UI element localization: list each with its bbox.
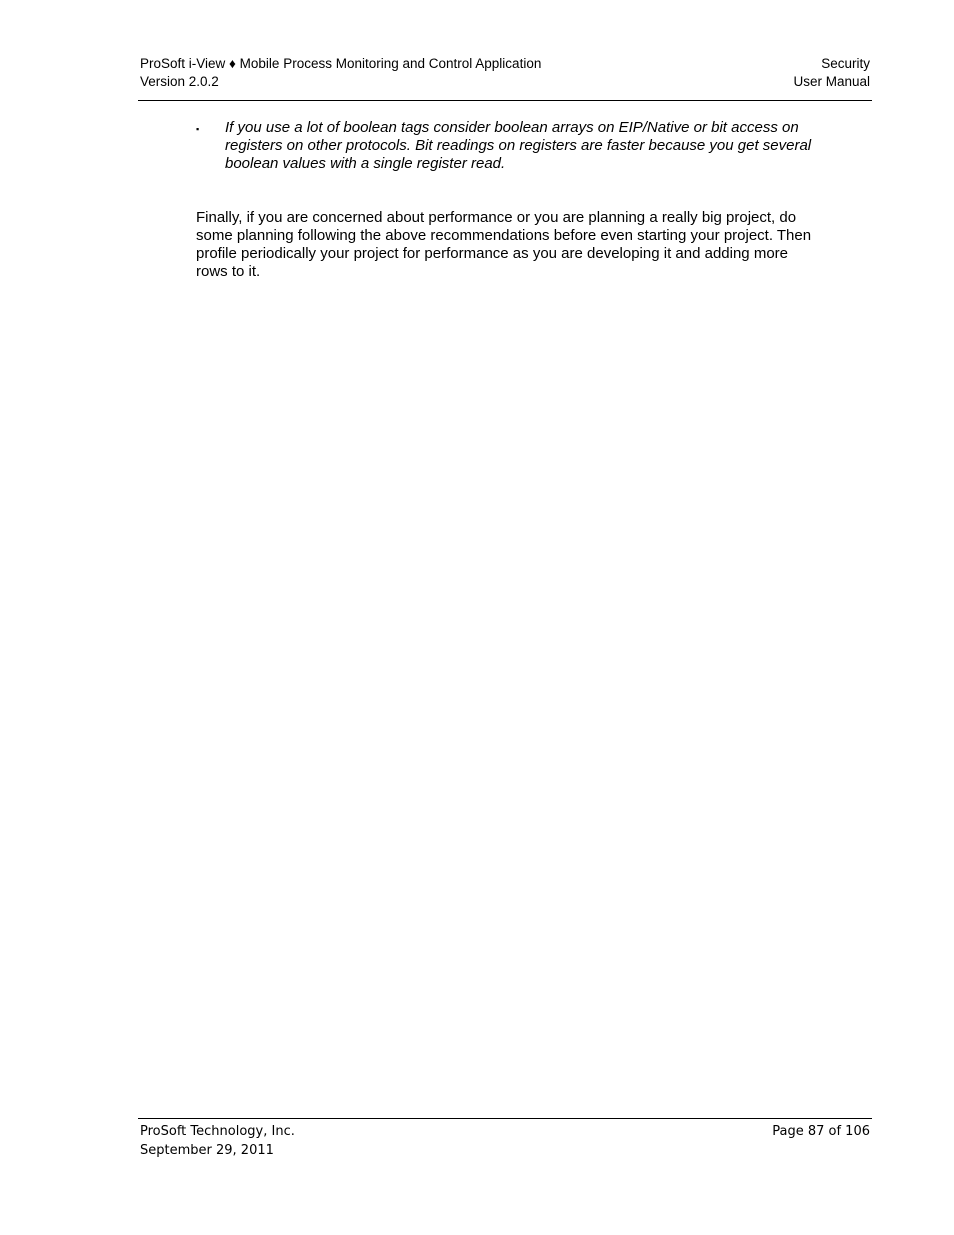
header-row-1 [140,55,870,73]
bullet-item [196,119,816,173]
footer-row-1 [140,1122,870,1141]
header-row-2 [140,73,870,91]
header-document-title: ProSoft i-View ♦ Mobile Process Monitoring and Control Application [140,56,542,71]
footer-row-2 [140,1141,870,1160]
footer-divider [138,1118,872,1119]
bullet-square-icon: ▪ [196,124,200,134]
footer-company: ProSoft Technology, Inc. [140,1124,295,1139]
footer-date: September 29, 2011 [140,1143,274,1158]
bullet-text: If you use a lot of boolean tags consider boolean arrays on EIP/Native or bit access on registers on other protocols. Bit readings on registers are faster because you get several boolean values with a single register read. [225,119,812,172]
header-divider [138,100,872,101]
header-manual-type: User Manual [793,74,870,89]
page-footer [140,1122,870,1160]
header-version: Version 2.0.2 [140,74,219,89]
body-paragraph: Finally, if you are concerned about performance or you are planning a really big project, do some planning following the above recommendations before even starting your project. Then profile periodically your project for performance as you are developing it and adding more rows to it. [196,209,812,280]
footer-page-number: Page 87 of 106 [772,1124,870,1139]
header-section-name: Security [821,56,870,71]
page-header [140,55,870,91]
